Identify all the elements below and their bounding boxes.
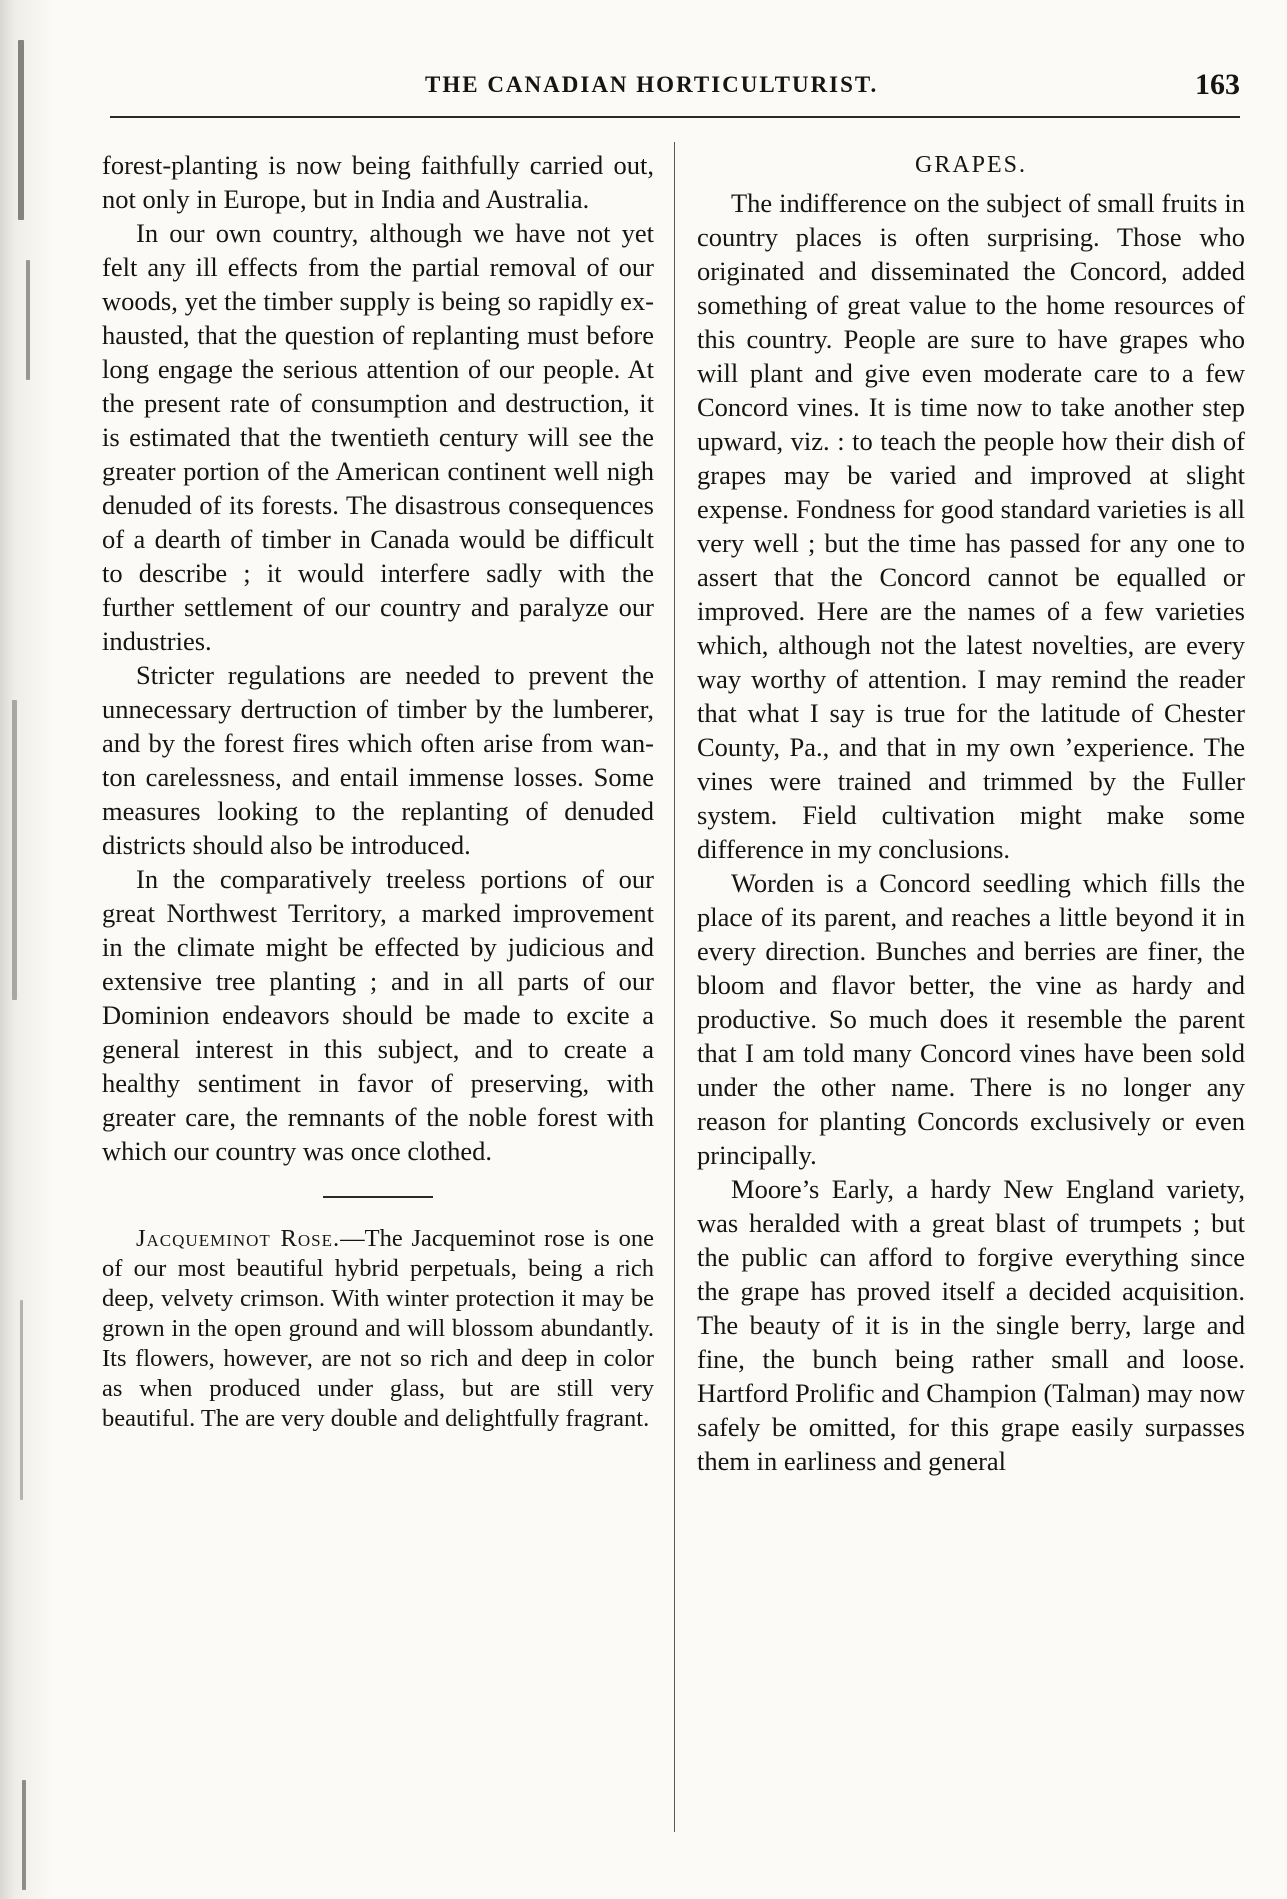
scan-speck [12,700,17,1000]
note-body: —The Jacqueminot rose is one of our most beautiful hybrid perpetuals, being a rich deep, velvety crimson. With winter protection it may be grown in the open ground and will blossom abundantly. Its flowers, however, are not so rich and deep in color as when produced under glass, but are still very beautiful. The are very double and delightfully fragrant. [102,1225,655,1432]
paragraph: In our own country, although we have not yet felt any ill effects from the partial removal of our woods, yet the timber supply is being so rapidly exhausted, that the question of replanting must before long engage the serious attention of our people. At the present rate of consumption and destruction, it is estimated that the twentieth century will see the greater portion of the American continent well nigh denuded of its forests. The disastrous consequences of a dearth of timber in Canada would be difficult to describe ; it would interfere sadly with the further settlement of our country and paralyze our industries. [102,218,654,656]
page-number: 163 [1195,68,1240,101]
scan-speck [18,40,24,220]
note-title: Jacqueminot Rose. [136,1225,341,1252]
rose-note [102,1224,654,1434]
paragraph: Worden is a Concord seedling which fills the place of its parent, and reaches a little beyond it in every direction. Bunches and berries are finer, the bloom and flavor better, the vine as hardy and productive. So much does it resemble the parent that I am told many Concord vines have been sold under the other name. There is no longer any reason for planting Concords exclusively or even principally. [697,868,1245,1170]
paragraph: Stricter regulations are needed to prevent the unnecessary dertruction of timber by the lumberer, and by the forest fires which often arise from wanton carelessness, and entail immense losses. Some measures looking to the replanting of denuded districts should also be introduced. [102,660,654,860]
running-head [0,68,1287,112]
paragraph: The indifference on the subject of small fruits in country places is often surprising. Those who originated and disseminated the Concord, added something of great value to the home resources of this country. People are sure to have grapes who will plant and give even moderate care to a few Concord vines. It is time now to take another step upward, viz. : to teach the people how their dish of grapes may be varied and improved at slight expense. Fondness for good standard varieties is all very well ; but the time has passed for any one to assert that the Concord cannot be equalled or improved. Here are the names of a few varieties which, although not the latest novelties, are every way worthy of attention. I may remind the reader that what I say is true for the latitude of Chester County, Pa., and that in my own ’experience. The vines were trained and trimmed by the Fuller system. Field cultivation might make some difference in my conclusions. [697,188,1245,864]
scan-speck [20,1300,23,1500]
section-divider [323,1196,433,1198]
right-column [697,148,1245,1478]
left-column [102,148,654,1434]
scan-speck [26,260,30,380]
header-rule [110,116,1240,118]
scan-speck [22,1780,26,1890]
paragraph: forest-planting is now being faithfully carried out, not only in Europe, but in India and Australia. [102,150,654,214]
column-divider [674,142,675,1832]
paragraph: In the comparatively treeless portions of our great Northwest Territory, a marked improvement in the climate might be effected by judicious and extensive tree planting ; and in all parts of our Dominion endeavors should be made to excite a general interest in this subject, and to create a healthy sentiment in favor of preserving, with greater care, the remnants of the noble forest with which our country was once clothed. [102,864,654,1166]
section-heading: GRAPES. [914,152,1028,178]
paragraph: Moore’s Early, a hardy New England variety, was heralded with a great blast of trumpets ; but the public can afford to forgive everything since the grape has proved itself a decided acquisition. The beauty of it is in the single berry, large and fine, the bunch being rather small and loose. Hartford Prolific and Champion (Talman) may now safely be omitted, for this grape easily surpasses them in earliness and general [697,1174,1245,1476]
running-title: THE CANADIAN HORTICULTURIST. [425,72,879,97]
